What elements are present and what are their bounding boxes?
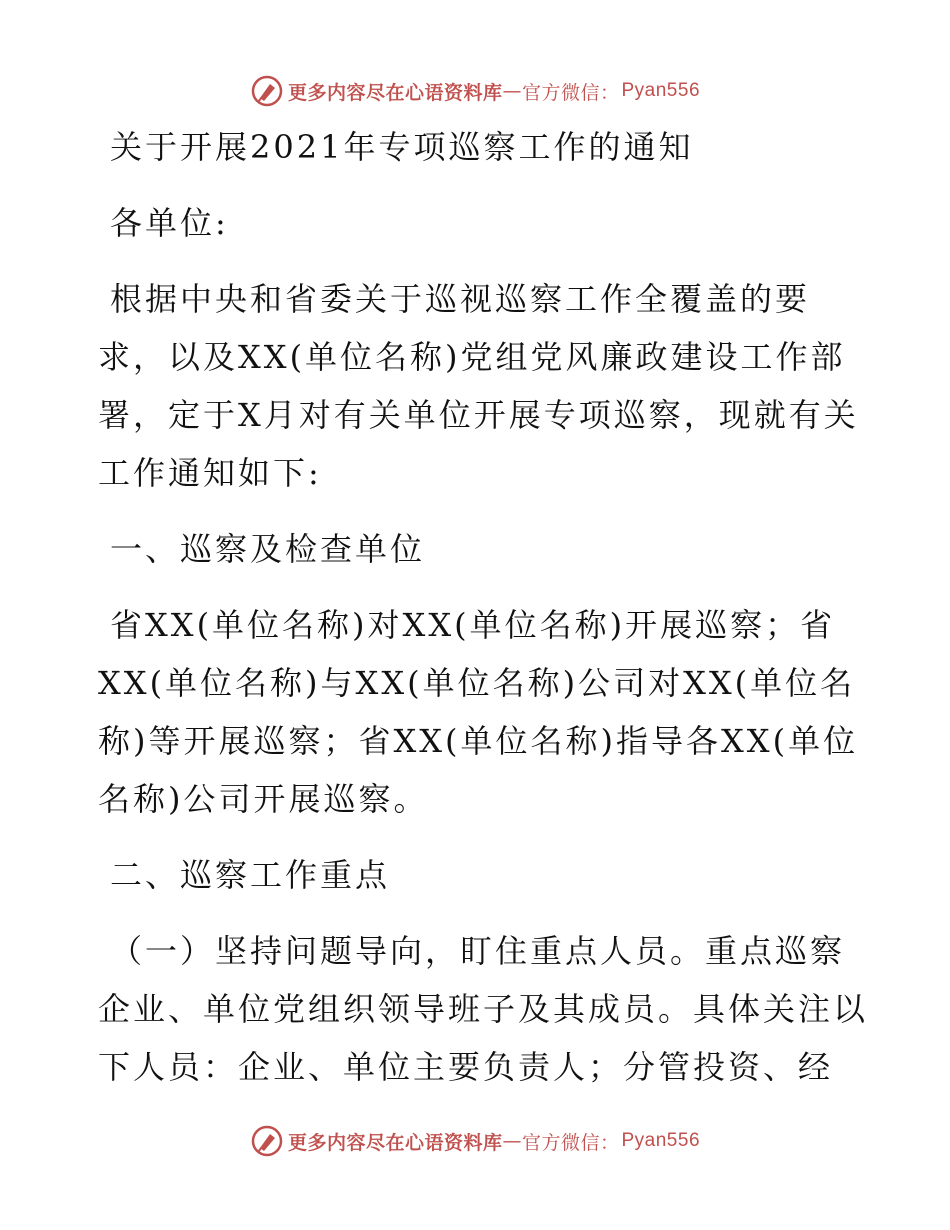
section-2-item-1-paragraph [98, 922, 869, 1096]
intro-line: 求，以及XX(单位名称)党组党风廉政建设工作部 [98, 338, 846, 376]
watermark-main-text: 更多内容尽在心语资料库 [287, 1131, 503, 1154]
salutation: 各单位: [110, 204, 229, 242]
document-body [98, 118, 869, 1096]
section-1-line: XX(单位名称)与XX(单位名称)公司对XX(单位名 [98, 664, 856, 702]
section-2-line: （一）坚持问题导向，盯住重点人员。重点巡察 [110, 932, 846, 970]
document-title: 关于开展2021年专项巡察工作的通知 [110, 128, 694, 166]
intro-line: 根据中央和省委关于巡视巡察工作全覆盖的要 [110, 280, 811, 318]
watermark-wechat-id: Pyan556 [621, 1130, 701, 1151]
section-1-line: 省XX(单位名称)对XX(单位名称)开展巡察；省 [110, 606, 836, 644]
watermark-dash: — [502, 1130, 522, 1152]
section-2-line: 下人员：企业、单位主要负责人；分管投资、经 [98, 1048, 834, 1086]
section-2-heading: 二、巡察工作重点 [110, 856, 391, 894]
watermark-dash: — [502, 80, 522, 102]
section-2-line: 企业、单位党组织领导班子及其成员。具体关注以 [98, 990, 869, 1028]
watermark-wechat-label: 官方微信： [521, 1131, 620, 1154]
pen-nib-logo-icon [250, 74, 284, 108]
watermark-footer [0, 1124, 950, 1158]
section-1-paragraph [98, 596, 858, 828]
watermark-wechat-label: 官方微信： [521, 81, 620, 104]
section-1-line: 名称)公司开展巡察。 [98, 780, 429, 818]
watermark-wechat-id: Pyan556 [621, 80, 701, 101]
section-1-line: 称)等开展巡察；省XX(单位名称)指导各XX(单位 [98, 722, 859, 760]
intro-paragraph [98, 270, 858, 502]
pen-nib-logo-icon [250, 1124, 284, 1158]
watermark-main-text: 更多内容尽在心语资料库 [287, 81, 503, 104]
intro-line: 署，定于X月对有关单位开展专项巡察，现就有关 [98, 396, 859, 434]
intro-line: 工作通知如下: [98, 454, 322, 492]
watermark-header [0, 74, 950, 108]
section-1-heading: 一、巡察及检查单位 [110, 530, 426, 568]
